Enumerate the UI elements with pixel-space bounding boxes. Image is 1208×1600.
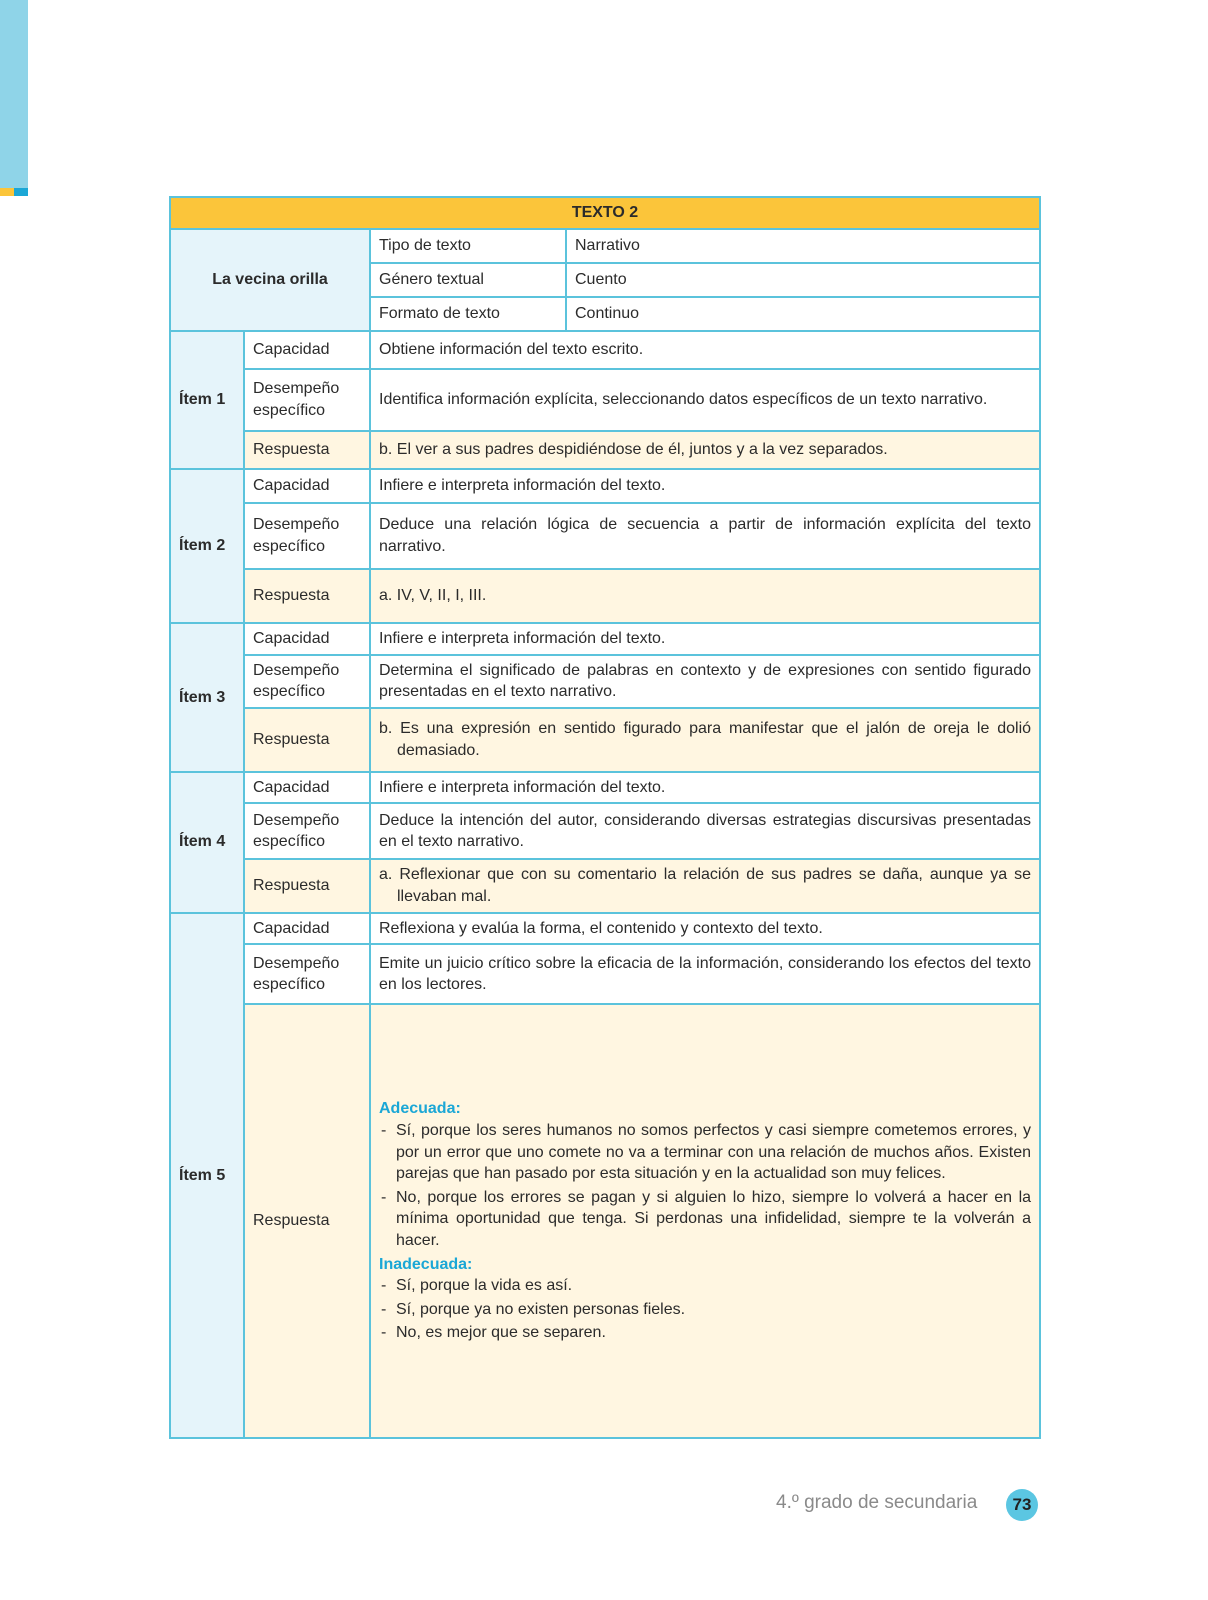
footer-grade: 4.º grado de secundaria bbox=[776, 1492, 978, 1513]
respuesta-value: a. IV, V, II, I, III. bbox=[370, 569, 1040, 623]
item-label: Ítem 1 bbox=[170, 331, 244, 469]
item-3-capacidad-row bbox=[170, 623, 1040, 655]
info-label: Formato de texto bbox=[370, 297, 566, 331]
list-item: - Sí, porque los seres humanos no somos perfectos y casi siempre cometemos errores, y por un error que uno comete no va a terminar con una relación de muchos años. Existen parejas que han pasado por esta situación y en la actualidad son muy felices. bbox=[379, 1120, 1031, 1185]
desempeno-value: Determina el significado de palabras en contexto y de expresiones con sentido figurado presentadas en el texto narrativo. bbox=[370, 655, 1040, 708]
page-number: 73 bbox=[1006, 1489, 1038, 1521]
capacidad-value: Infiere e interpreta información del texto. bbox=[370, 772, 1040, 804]
list-item: - Sí, porque ya no existen personas fieles. bbox=[379, 1299, 1031, 1321]
respuesta-label: Respuesta bbox=[244, 1004, 370, 1438]
info-value: Narrativo bbox=[566, 229, 1040, 263]
adecuada-heading: Adecuada: bbox=[379, 1100, 461, 1118]
item-4-capacidad-row bbox=[170, 772, 1040, 804]
respuesta-label: Respuesta bbox=[244, 859, 370, 912]
item-1-desempeno-row bbox=[170, 369, 1040, 431]
capacidad-value: Infiere e interpreta información del texto. bbox=[370, 623, 1040, 655]
info-label: Tipo de texto bbox=[370, 229, 566, 263]
item-4-desempeno-row bbox=[170, 803, 1040, 859]
capacidad-value: Obtiene información del texto escrito. bbox=[370, 331, 1040, 369]
side-decor-bar bbox=[0, 0, 28, 190]
item-2-desempeno-row bbox=[170, 503, 1040, 569]
capacidad-value: Infiere e interpreta información del texto. bbox=[370, 469, 1040, 503]
respuesta-content bbox=[370, 1004, 1040, 1438]
item-2-capacidad-row bbox=[170, 469, 1040, 503]
item-2-respuesta-row bbox=[170, 569, 1040, 623]
item-3-desempeno-row bbox=[170, 655, 1040, 708]
item-label: Ítem 4 bbox=[170, 772, 244, 913]
table-title: TEXTO 2 bbox=[170, 197, 1040, 229]
list-item: - Sí, porque la vida es así. bbox=[379, 1275, 1031, 1297]
item-4-respuesta-row bbox=[170, 859, 1040, 912]
side-accent-yellow bbox=[0, 188, 14, 196]
item-label: Ítem 3 bbox=[170, 623, 244, 772]
capacidad-label: Capacidad bbox=[244, 331, 370, 369]
side-accent-blue bbox=[14, 188, 28, 196]
table-header-row bbox=[170, 197, 1040, 229]
desempeno-label: Desempeño específico bbox=[244, 655, 370, 708]
list-item: - No, es mejor que se separen. bbox=[379, 1322, 1031, 1344]
item-label: Ítem 5 bbox=[170, 913, 244, 1439]
respuesta-value: b. El ver a sus padres despidiéndose de él, juntos y a la vez separados. bbox=[370, 431, 1040, 469]
respuesta-value: a. Reflexionar que con su comentario la relación de sus padres se daña, aunque ya se llevaban mal. bbox=[379, 866, 1032, 905]
capacidad-value: Reflexiona y evalúa la forma, el contenido y contexto del texto. bbox=[370, 913, 1040, 945]
evaluation-table bbox=[169, 196, 1041, 1439]
capacidad-label: Capacidad bbox=[244, 623, 370, 655]
info-label: Género textual bbox=[370, 263, 566, 297]
item-label: Ítem 2 bbox=[170, 469, 244, 623]
info-row bbox=[170, 229, 1040, 263]
desempeno-label: Desempeño específico bbox=[244, 803, 370, 859]
list-item: - No, porque los errores se pagan y si alguien lo hizo, siempre lo volverá a hacer en la mínima oportunidad que tenga. Si perdonas una infidelidad, siempre te la volverán a hacer. bbox=[379, 1187, 1031, 1252]
adecuada-list bbox=[379, 1120, 1031, 1252]
item-5-desempeno-row bbox=[170, 944, 1040, 1004]
capacidad-label: Capacidad bbox=[244, 913, 370, 945]
inadecuada-heading: Inadecuada: bbox=[379, 1255, 473, 1273]
inadecuada-list bbox=[379, 1275, 1031, 1344]
desempeno-value: Emite un juicio crítico sobre la eficacia de la información, considerando los efectos del texto en los lectores. bbox=[370, 944, 1040, 1004]
capacidad-label: Capacidad bbox=[244, 469, 370, 503]
desempeno-label: Desempeño específico bbox=[244, 944, 370, 1004]
info-value: Continuo bbox=[566, 297, 1040, 331]
item-3-respuesta-row bbox=[170, 708, 1040, 772]
item-1-respuesta-row bbox=[170, 431, 1040, 469]
respuesta-label: Respuesta bbox=[244, 708, 370, 772]
desempeno-label: Desempeño específico bbox=[244, 503, 370, 569]
respuesta-label: Respuesta bbox=[244, 569, 370, 623]
desempeno-value: Deduce una relación lógica de secuencia a partir de información explícita del texto narrativo. bbox=[370, 503, 1040, 569]
desempeno-value: Deduce la intención del autor, considerando diversas estrategias discursivas presentadas en el texto narrativo. bbox=[370, 803, 1040, 859]
respuesta-value: b. Es una expresión en sentido figurado para manifestar que el jalón de oreja le dolió demasiado. bbox=[379, 720, 1032, 759]
capacidad-label: Capacidad bbox=[244, 772, 370, 804]
item-1-capacidad-row bbox=[170, 331, 1040, 369]
respuesta-label: Respuesta bbox=[244, 431, 370, 469]
item-5-respuesta-row bbox=[170, 1004, 1040, 1438]
info-value: Cuento bbox=[566, 263, 1040, 297]
desempeno-value: Identifica información explícita, seleccionando datos específicos de un texto narrativo. bbox=[370, 369, 1040, 431]
text-title: La vecina orilla bbox=[170, 229, 370, 331]
desempeno-label: Desempeño específico bbox=[244, 369, 370, 431]
item-5-capacidad-row bbox=[170, 913, 1040, 945]
